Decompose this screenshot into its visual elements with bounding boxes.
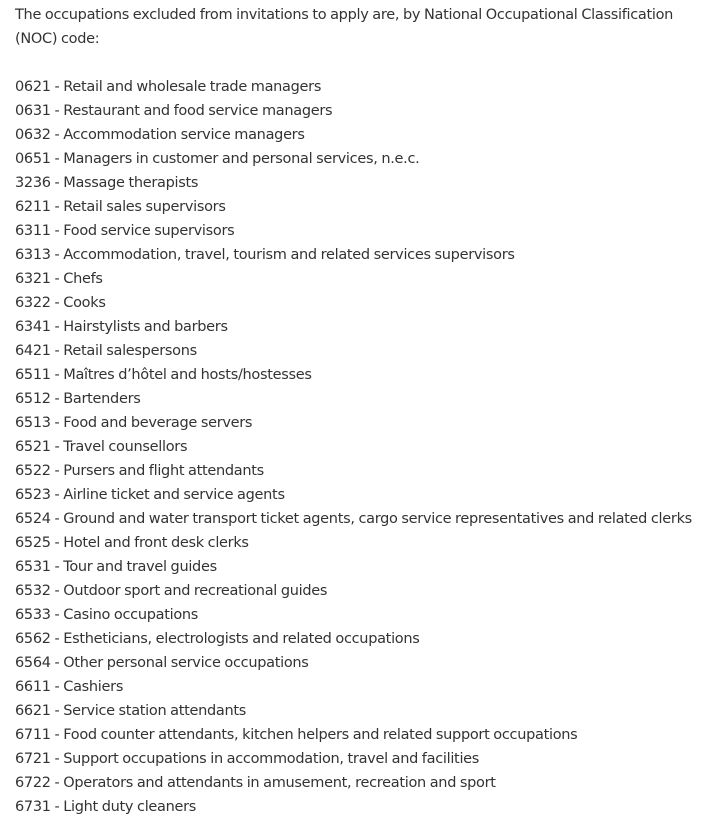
list-item: 0621 - Retail and wholesale trade managers xyxy=(15,79,322,95)
list-item: 0631 - Restaurant and food service managers xyxy=(15,103,333,119)
list-item: 6731 - Light duty cleaners xyxy=(15,799,197,815)
list-item: 6524 - Ground and water transport ticket agents, cargo service representatives and related clerks xyxy=(15,511,692,527)
list-item: 6564 - Other personal service occupations xyxy=(15,655,309,671)
list-item: 6711 - Food counter attendants, kitchen helpers and related support occupations xyxy=(15,727,578,743)
list-item: 3236 - Massage therapists xyxy=(15,175,199,191)
intro-paragraph: The occupations excluded from invitations to apply are, by National Occupational Classification (NOC) code: xyxy=(15,7,674,47)
list-item: 6521 - Travel counsellors xyxy=(15,439,188,455)
list-item: 6522 - Pursers and flight attendants xyxy=(15,463,264,479)
list-item: 6523 - Airline ticket and service agents xyxy=(15,487,285,503)
list-item: 6722 - Operators and attendants in amusement, recreation and sport xyxy=(15,775,496,791)
list-item: 6533 - Casino occupations xyxy=(15,607,199,623)
list-item: 6322 - Cooks xyxy=(15,295,106,311)
list-item: 6321 - Chefs xyxy=(15,271,103,287)
list-item: 6532 - Outdoor sport and recreational guides xyxy=(15,583,328,599)
list-item: 6513 - Food and beverage servers xyxy=(15,415,253,431)
list-item: 6611 - Cashiers xyxy=(15,679,124,695)
list-item: 6562 - Estheticians, electrologists and related occupations xyxy=(15,631,420,647)
list-item: 6621 - Service station attendants xyxy=(15,703,247,719)
list-item: 6421 - Retail salespersons xyxy=(15,343,197,359)
list-item: 6525 - Hotel and front desk clerks xyxy=(15,535,249,551)
list-item: 0651 - Managers in customer and personal services, n.e.c. xyxy=(15,151,420,167)
list-item: 6341 - Hairstylists and barbers xyxy=(15,319,228,335)
list-item: 6511 - Maîtres d’hôtel and hosts/hostesses xyxy=(15,367,312,383)
occupation-list xyxy=(15,75,705,819)
list-item: 6211 - Retail sales supervisors xyxy=(15,199,226,215)
list-item: 6531 - Tour and travel guides xyxy=(15,559,217,575)
list-item: 6721 - Support occupations in accommodation, travel and facilities xyxy=(15,751,480,767)
list-item: 6313 - Accommodation, travel, tourism and related services supervisors xyxy=(15,247,515,263)
list-item: 0632 - Accommodation service managers xyxy=(15,127,305,143)
list-item: 6311 - Food service supervisors xyxy=(15,223,235,239)
list-item: 6512 - Bartenders xyxy=(15,391,141,407)
